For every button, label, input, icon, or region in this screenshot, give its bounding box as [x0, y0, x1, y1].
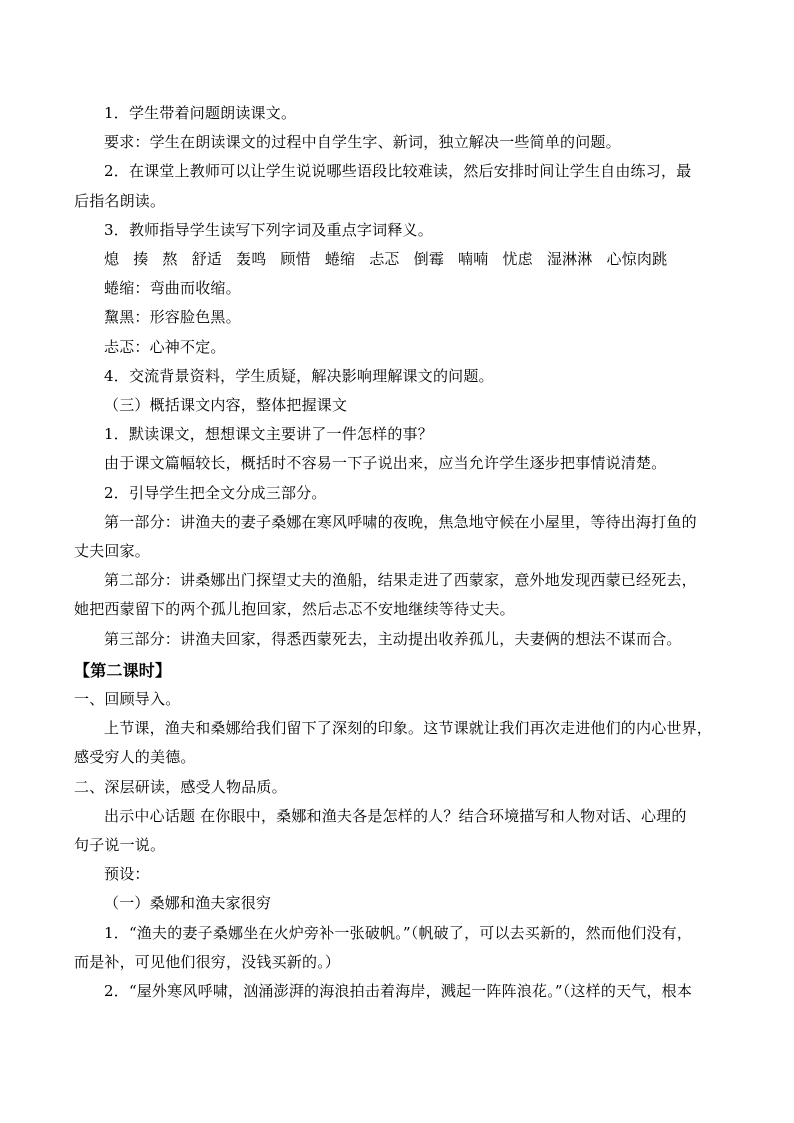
- quote-1-line1: 1．“渔夫的妻子桑娜坐在火炉旁补一张破帆。”（帆破了，可以去买新的，然而他们没有，: [104, 923, 693, 942]
- summary-note: 由于课文篇幅较长，概括时不容易一下子说出来，应当允许学生逐步把事情说清楚。: [104, 454, 667, 473]
- vocab-word: 倒霉: [413, 250, 445, 269]
- vocab-word: 心惊肉跳: [606, 250, 668, 269]
- part-1-line2: 丈夫回家。: [74, 542, 151, 561]
- vocab-word: 湿淋淋: [546, 250, 593, 269]
- part-2-line2: 她把西蒙留下的两个孤儿抱回家，然后忐忑不安地继续等待丈夫。: [74, 600, 515, 619]
- step-2-line2: 后指名朗读。: [74, 191, 166, 210]
- vocab-word: 熄: [104, 250, 120, 269]
- vocab-word: 喃喃: [458, 250, 489, 269]
- step-1: 1．学生带着问题朗读课文。: [104, 104, 297, 122]
- step-4: 4．交流背景资料，学生质疑，解决影响理解课文的问题。: [104, 366, 494, 385]
- quote-1-line2: 而是补，可见他们很穷，没钱买新的。）: [74, 952, 341, 971]
- topic-line2: 句子说一说。: [74, 836, 166, 855]
- part-1-line1: 第一部分：讲渔夫的妻子桑娜在寒风呼啸的夜晚，焦急地守候在小屋里，等待出海打鱼的: [104, 512, 697, 531]
- review-intro: 一、回顾导入。: [74, 690, 181, 709]
- part-3: 第三部分：讲渔夫回家，得悉西蒙死去，主动提出收养孤儿，夫妻俩的想法不谋而合。: [104, 629, 682, 648]
- section-heading: 【第二课时】: [74, 660, 172, 680]
- vocab-word: 轰鸣: [236, 250, 267, 269]
- section-3-title: （三）概括课文内容，整体把握课文: [104, 396, 348, 415]
- review-line1: 上节课，渔夫和桑娜给我们留下了深刻的印象。这节课就让我们再次走进他们的内心世界，: [104, 719, 713, 738]
- quote-2-line1: 2．“屋外寒风呼啸，汹涌澎湃的海浪拍击着海岸，溅起一阵阵浪花。”（这样的天气，根本: [104, 982, 693, 1001]
- definition-lihei: 黧黑：形容脸色黑。: [104, 308, 241, 327]
- part-2-line1: 第二部分：讲桑娜出门探望丈夫的渔船，结果走进了西蒙家，意外地发现西蒙已经死去，: [104, 571, 697, 590]
- vocab-word: 舒适: [191, 250, 223, 269]
- topic-line1: 出示中心话题 在你眼中，桑娜和渔夫各是怎样的人？结合环境描写和人物对话、心理的: [104, 806, 687, 825]
- preset-label: 预设：: [104, 865, 150, 884]
- requirement: 要求：学生在朗读课文的过程中自学生字、新词，独立解决一些简单的问题。: [104, 133, 621, 152]
- vocab-word: 忐忑: [369, 250, 400, 269]
- deep-reading: 二、深层研读，感受人物品质。: [74, 777, 287, 796]
- step-2-line1: 2．在课堂上教师可以让学生说说哪些语段比较难读，然后安排时间让学生自由练习，最: [104, 162, 692, 181]
- vocab-word: 熬: [162, 250, 178, 269]
- vocab-word: 顾惜: [280, 250, 311, 269]
- preset-1-title: （一）桑娜和渔夫家很穷: [104, 894, 272, 913]
- review-line2: 感受穷人的美德。: [74, 748, 196, 767]
- definition-quansuo: 蜷缩：弯曲而收缩。: [104, 279, 241, 298]
- vocab-word: 忧虑: [502, 250, 533, 269]
- vocab-word: 揍: [133, 250, 149, 269]
- vocab-word: 蜷缩: [324, 250, 356, 269]
- vocab-list: [74, 245, 724, 274]
- summary-step-2: 2．引导学生把全文分成三部分。: [104, 483, 327, 502]
- step-3: 3．教师指导学生读写下列字词及重点字词释义。: [104, 220, 433, 239]
- definition-tante: 忐忑：心神不定。: [104, 337, 226, 356]
- summary-step-1: 1．默读课文，想想课文主要讲了一件怎样的事？: [104, 425, 433, 444]
- lesson-plan-body: [74, 99, 724, 1006]
